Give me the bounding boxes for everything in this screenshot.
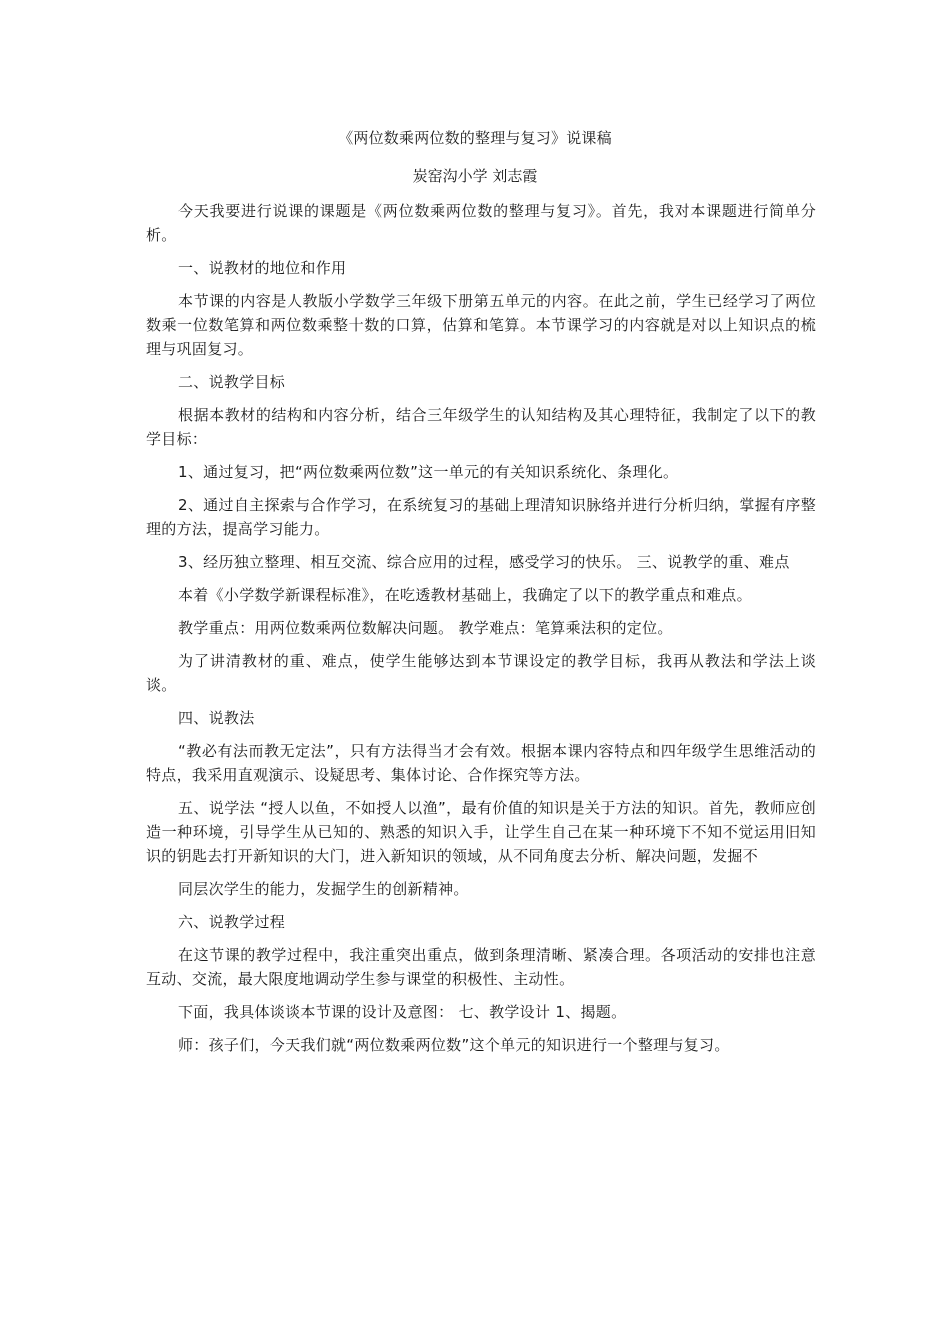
paragraph-teacher: 师：孩子们，今天我们就“两位数乘两位数”这个单元的知识进行一个整理与复习。: [178, 1036, 730, 1054]
section-heading-2: 二、说教学目标: [178, 373, 286, 391]
paragraph: 同层次学生的能力，发掘学生的创新精神。: [178, 880, 469, 898]
paragraph-learning-method: 五、说学法 “授人以鱼，不如授人以渔”，最有价值的知识是关于方法的知识。首先，教师应创造一种环境，引导学生从已知的、熟悉的知识入手，让学生自己在某一种环境下不知不觉运用旧知识的钥匙去打开新知识的大门，进入新知识的领域，从不同角度去分析、解决问题，发掘不: [146, 799, 816, 865]
paragraph: 在这节课的教学过程中，我注重突出重点，做到条理清晰、紧凑合理。各项活动的安排也注意互动、交流，最大限度地调动学生参与课堂的积极性、主动性。: [146, 946, 816, 988]
document-byline: 炭窑沟小学 刘志霞: [412, 167, 538, 185]
paragraph: 本着《小学数学新课程标准》，在吃透教材基础上，我确定了以下的教学重点和难点。: [178, 586, 752, 604]
goal-item-1: 1、通过复习，把“两位数乘两位数”这一单元的有关知识系统化、条理化。: [178, 463, 679, 481]
paragraph: “教必有法而教无定法”，只有方法得当才会有效。根据本课内容特点和四年级学生思维活动的特点，我采用直观演示、设疑思考、集体讨论、合作探究等方法。: [146, 742, 816, 784]
paragraph-design: 下面，我具体谈谈本节课的设计及意图： 七、教学设计 1、揭题。: [178, 1003, 627, 1021]
document-title: 《两位数乘两位数的整理与复习》说课稿: [338, 129, 612, 147]
paragraph: 为了讲清教材的重、难点，使学生能够达到本节课设定的教学目标，我再从教法和学法上谈谈。: [146, 652, 816, 694]
paragraph-intro: 今天我要进行说课的课题是《两位数乘两位数的整理与复习》。首先，我对本课题进行简单分析。: [146, 202, 816, 244]
paragraph: 本节课的内容是人教版小学数学三年级下册第五单元的内容。在此之前，学生已经学习了两位数乘一位数笔算和两位数乘整十数的口算，估算和笔算。本节课学习的内容就是对以上知识点的梳理与巩固复习。: [146, 292, 816, 358]
section-heading-4: 四、说教法: [178, 709, 255, 727]
section-heading-6: 六、说教学过程: [178, 913, 286, 931]
document-body: [146, 199, 816, 1066]
section-heading-1: 一、说教材的地位和作用: [178, 259, 347, 277]
paragraph-key-points: 教学重点：用两位数乘两位数解决问题。 教学难点：笔算乘法积的定位。: [178, 619, 673, 637]
goal-item-3: 3、经历独立整理、相互交流、综合应用的过程，感受学习的快乐。 三、说教学的重、难点: [178, 553, 790, 571]
paragraph: 根据本教材的结构和内容分析，结合三年级学生的认知结构及其心理特征，我制定了以下的教学目标：: [146, 406, 816, 448]
goal-item-2: 2、通过自主探索与合作学习，在系统复习的基础上理清知识脉络并进行分析归纳，掌握有序整理的方法，提高学习能力。: [146, 496, 816, 538]
